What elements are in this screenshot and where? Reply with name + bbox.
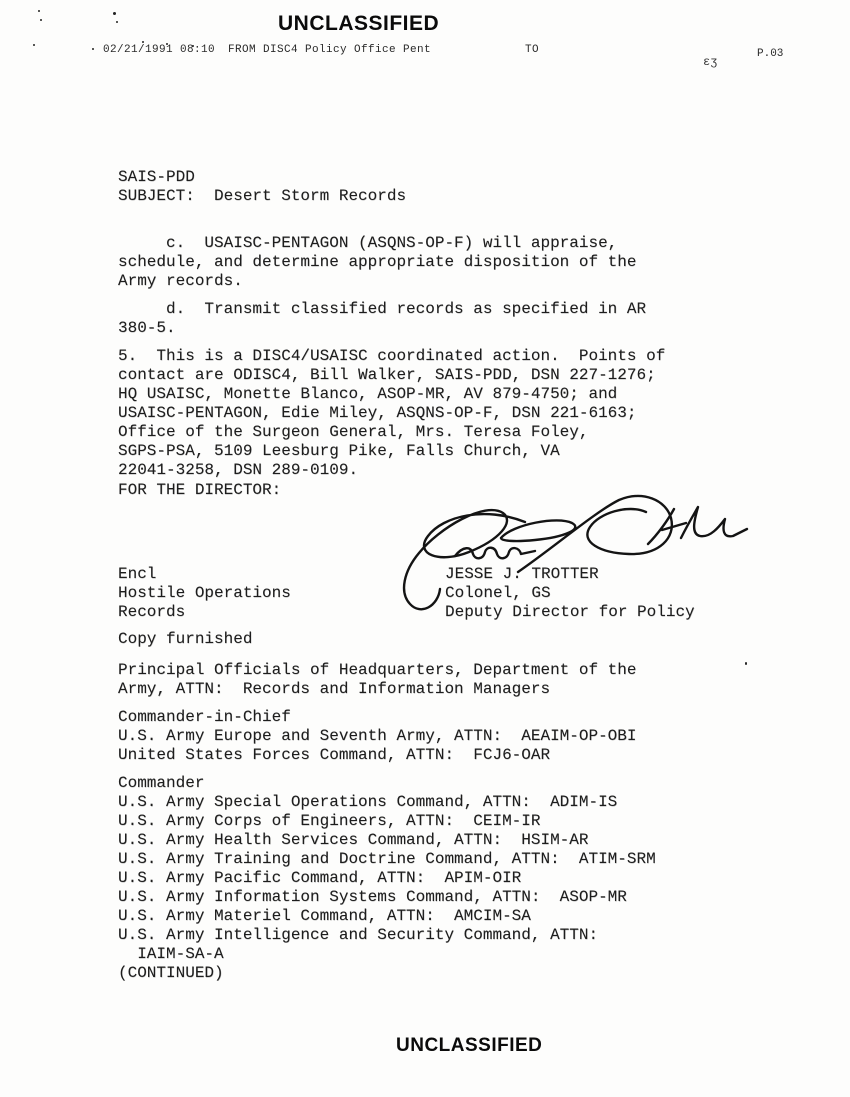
- scan-noise-dot: [33, 44, 35, 46]
- text-line: Army, ATTN: Records and Information Managers: [118, 680, 551, 698]
- scan-noise-dot: [40, 19, 42, 21]
- text-line: SUBJECT: Desert Storm Records: [118, 187, 407, 205]
- text-line: Encl: [118, 565, 157, 583]
- text-line: IAIM-SA-A: [118, 945, 224, 963]
- text-line: JESSE J. TROTTER: [445, 565, 599, 583]
- scan-noise-dot: [38, 10, 40, 12]
- classification-banner-top: UNCLASSIFIED: [278, 12, 440, 35]
- signer-block: [445, 565, 695, 622]
- paragraph-d: [118, 300, 646, 338]
- fax-from-line: FROM DISC4 Policy Office Pent: [228, 44, 432, 56]
- text-line: U.S. Army Training and Doctrine Command, ATTN: ATIM-SRM: [118, 850, 656, 868]
- handwritten-mark: ɛʒ: [703, 55, 718, 69]
- distribution-commander: [118, 774, 656, 983]
- text-line: USAISC-PENTAGON, Edie Miley, ASQNS-OP-F, DSN 221-6163;: [118, 404, 637, 422]
- text-line: SGPS-PSA, 5109 Leesburg Pike, Falls Church, VA: [118, 442, 560, 460]
- text-line: (CONTINUED): [118, 964, 224, 982]
- scan-noise-dot: [113, 12, 116, 15]
- classification-banner-bottom: UNCLASSIFIED: [396, 1035, 543, 1056]
- paragraph-5: [118, 347, 665, 480]
- distribution-principal: [118, 661, 636, 699]
- text-line: Principal Officials of Headquarters, Department of the: [118, 661, 637, 679]
- text-line: U.S. Army Intelligence and Security Command, ATTN:: [118, 926, 599, 944]
- text-line: d. Transmit classified records as specified in AR: [118, 300, 647, 318]
- text-line: Commander: [118, 774, 205, 792]
- text-line: 22041-3258, DSN 289-0109.: [118, 461, 359, 479]
- fax-page-number: P.03: [757, 48, 784, 60]
- text-line: U.S. Army Corps of Engineers, ATTN: CEIM-IR: [118, 812, 541, 830]
- text-line: Records: [118, 603, 186, 621]
- copy-furnished-line: Copy furnished: [118, 630, 253, 648]
- for-the-director-line: FOR THE DIRECTOR:: [118, 481, 282, 499]
- text-line: U.S. Army Materiel Command, ATTN: AMCIM-SA: [118, 907, 531, 925]
- text-line: U.S. Army Pacific Command, ATTN: APIM-OIR: [118, 869, 522, 887]
- text-line: Deputy Director for Policy: [445, 603, 695, 621]
- text-line: U.S. Army Special Operations Command, ATTN: ADIM-IS: [118, 793, 618, 811]
- text-line: Army records.: [118, 272, 243, 290]
- text-line: 380-5.: [118, 319, 176, 337]
- text-line: Commander-in-Chief: [118, 708, 291, 726]
- scan-noise-dot: [142, 41, 144, 43]
- fax-to-label: TO: [525, 44, 540, 56]
- distribution-commander-in-chief: [118, 708, 636, 765]
- scan-noise-dot: [745, 662, 747, 665]
- text-line: schedule, and determine appropriate disposition of the: [118, 253, 637, 271]
- enclosure-block: [118, 565, 291, 622]
- text-line: U.S. Army Health Services Command, ATTN: HSIM-AR: [118, 831, 589, 849]
- scan-noise-dot: [116, 21, 118, 23]
- scan-noise-dot: [92, 48, 94, 50]
- text-line: United States Forces Command, ATTN: FCJ6-OAR: [118, 746, 551, 764]
- fax-timestamp: 02/21/1991 08:10: [103, 44, 216, 56]
- text-line: 5. This is a DISC4/USAISC coordinated action. Points of: [118, 347, 666, 365]
- text-line: contact are ODISC4, Bill Walker, SAIS-PDD, DSN 227-1276;: [118, 366, 656, 384]
- text-line: Colonel, GS: [445, 584, 551, 602]
- text-line: HQ USAISC, Monette Blanco, ASOP-MR, AV 879-4750; and: [118, 385, 618, 403]
- text-line: SAIS-PDD: [118, 168, 195, 186]
- office-symbol-and-subject: [118, 168, 406, 206]
- text-line: Office of the Surgeon General, Mrs. Teresa Foley,: [118, 423, 589, 441]
- text-line: Hostile Operations: [118, 584, 291, 602]
- text-line: c. USAISC-PENTAGON (ASQNS-OP-F) will appraise,: [118, 234, 618, 252]
- paragraph-c: [118, 234, 636, 291]
- text-line: U.S. Army Europe and Seventh Army, ATTN: AEAIM-OP-OBI: [118, 727, 637, 745]
- text-line: U.S. Army Information Systems Command, ATTN: ASOP-MR: [118, 888, 627, 906]
